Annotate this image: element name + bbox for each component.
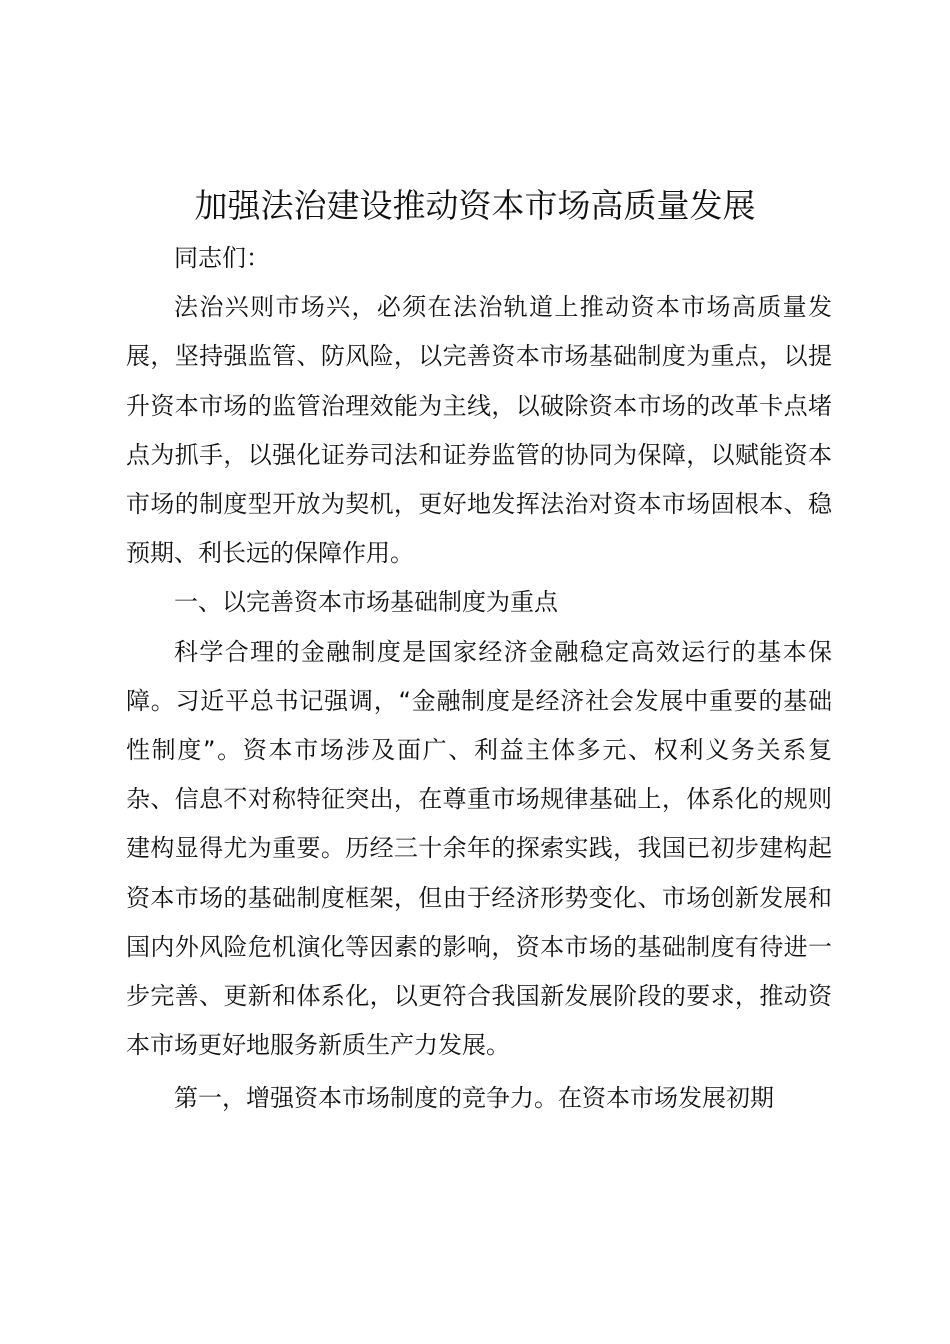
greeting: 同志们： (174, 244, 270, 272)
document-body (126, 234, 832, 1124)
paragraph-point-1: 第一，增强资本市场制度的竞争力。在资本市场发展初期 (174, 1084, 774, 1113)
section-heading-1: 一、以完善资本市场基础制度为重点 (174, 588, 558, 617)
paragraph-section-1: 科学合理的金融制度是国家经济金融稳定高效运行的基本保障。习近平总书记强调，“金融制度是经济社会发展中重要的基础性制度”。资本市场涉及面广、利益主体多元、权利义务关系复杂、信息不对称特征突出，在尊重市场规律基础上，体系化的规则建构显得尤为重要。历经三十余年的探索实践，我国已初步建构起资本市场的基础制度框架，但由于经济形势变化、市场创新发展和国内外风险危机演化等因素的影响，资本市场的基础制度有待进一步完善、更新和体系化，以更符合我国新发展阶段的要求，推动资本市场更好地服务新质生产力发展。 (126, 637, 832, 1060)
document-title: 加强法治建设推动资本市场高质量发展 (194, 186, 756, 225)
paragraph-intro: 法治兴则市场兴，必须在法治轨道上推动资本市场高质量发展，坚持强监管、防风险，以完善资本市场基础制度为重点，以提升资本市场的监管治理效能为主线，以破除资本市场的改革卡点堵点为抓手，以强化证券司法和证券监管的协同为保障，以赋能资本市场的制度型开放为契机，更好地发挥法治对资本市场固根本、稳预期、利长远的保障作用。 (126, 293, 832, 568)
